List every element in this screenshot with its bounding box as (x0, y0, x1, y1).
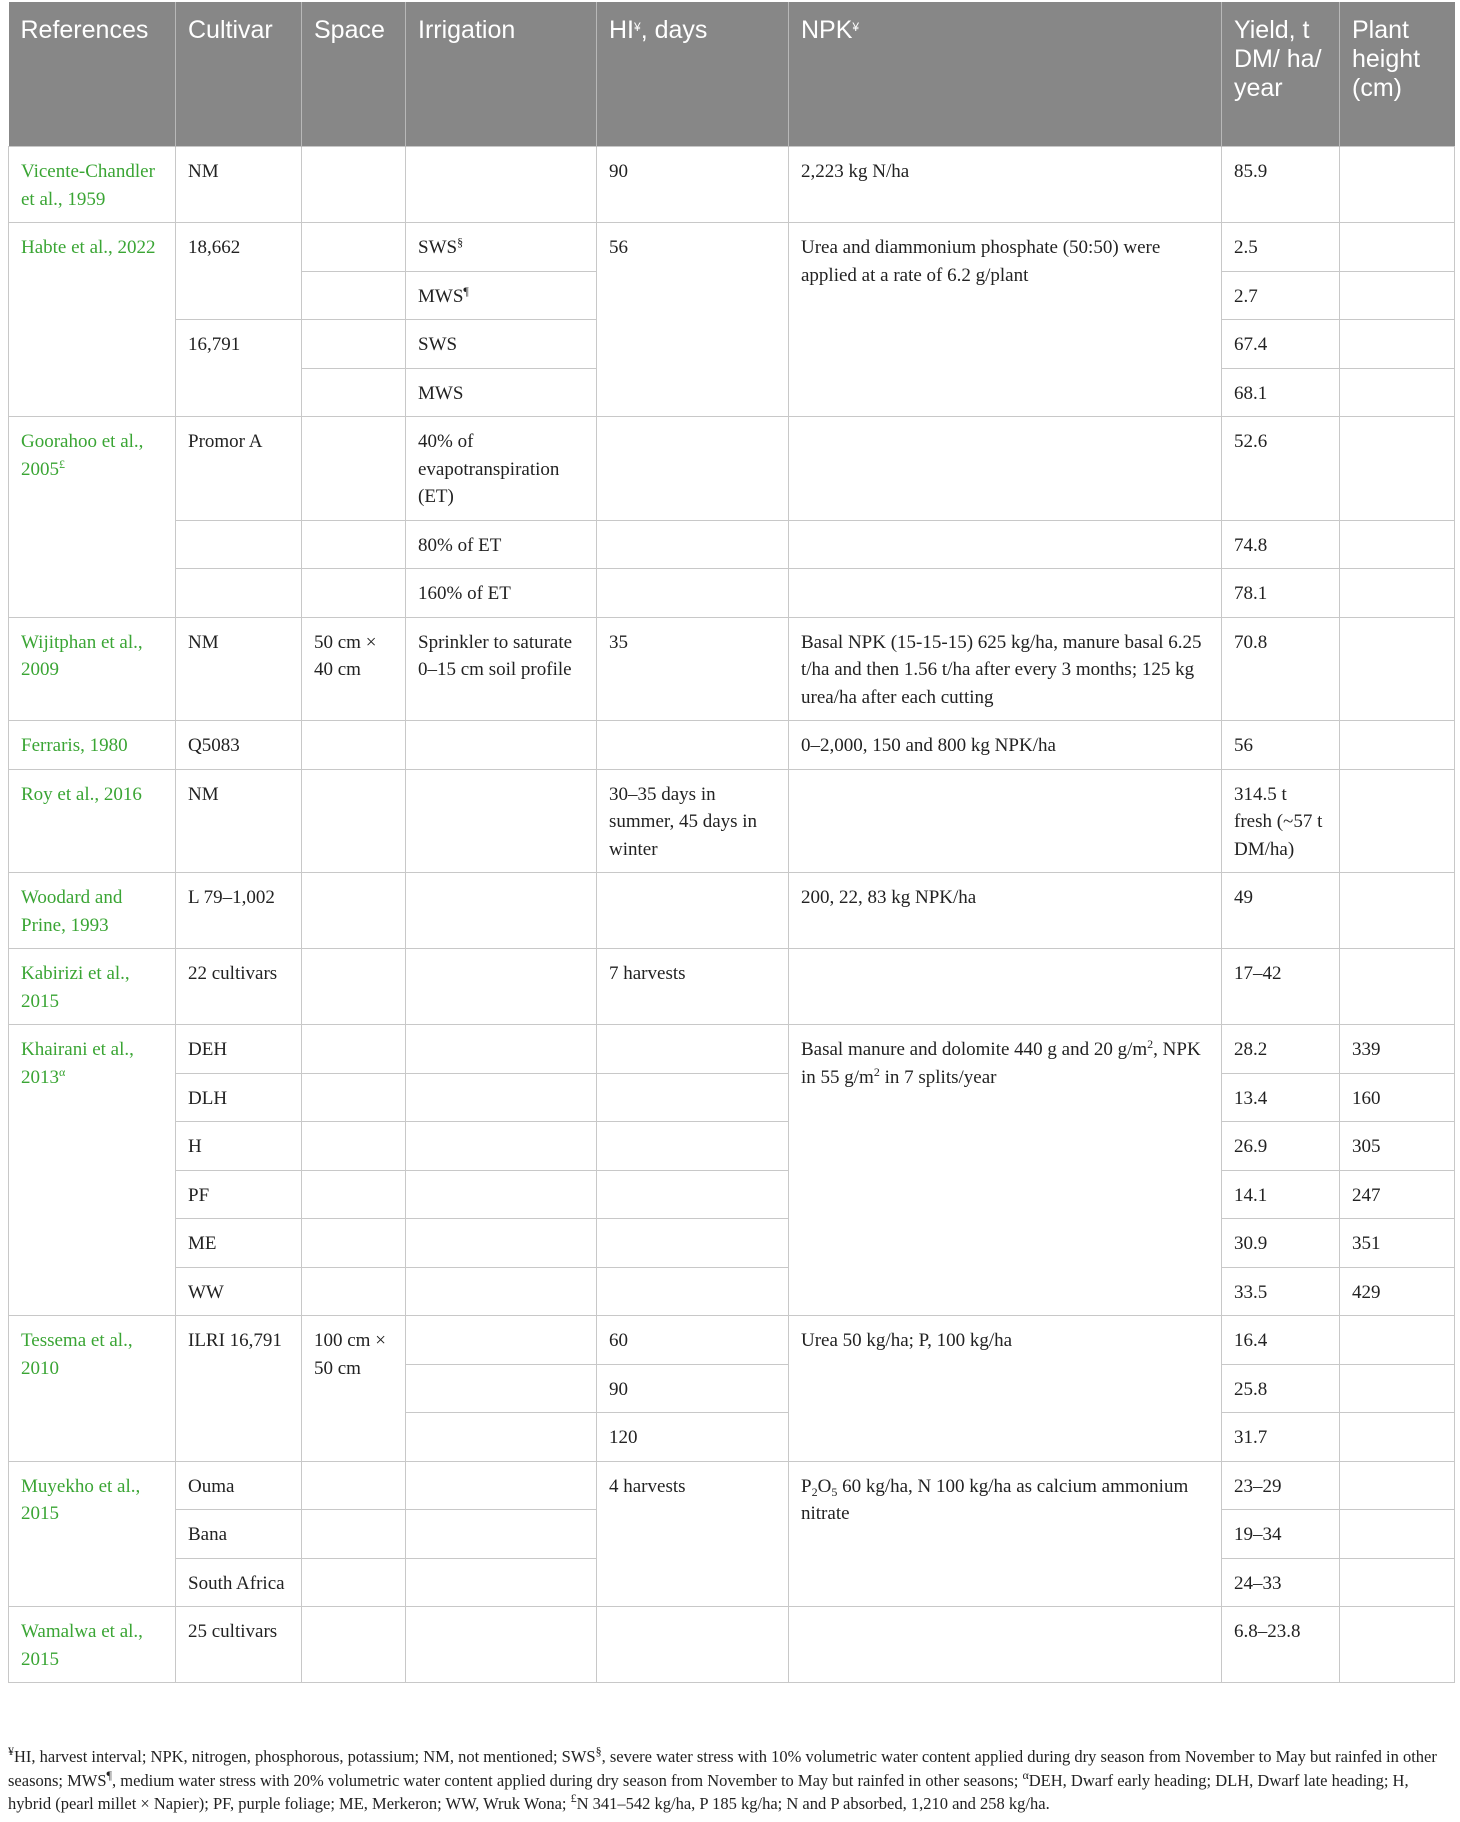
space-cell (302, 1025, 406, 1074)
table-row (9, 617, 1455, 721)
npk-superscript: 2 (1147, 1037, 1154, 1051)
table-row (9, 147, 1455, 223)
height-cell (1340, 873, 1455, 949)
height-cell (1340, 949, 1455, 1025)
height-cell (1340, 1510, 1455, 1559)
header-npk-label: NPK (801, 16, 853, 44)
irrigation-cell (406, 721, 597, 770)
hi-cell: 90 (597, 147, 789, 223)
reference-link[interactable]: Wijitphan et al., 2009 (9, 617, 176, 721)
yield-cell: 28.2 (1222, 1025, 1340, 1074)
cultivar-cell: L 79–1,002 (176, 873, 302, 949)
reference-link[interactable]: Roy et al., 2016 (9, 769, 176, 873)
header-cultivar: Cultivar (176, 2, 302, 147)
space-cell: 100 cm × 50 cm (302, 1316, 406, 1462)
irrigation-cell: 160% of ET (406, 569, 597, 618)
space-cell (302, 1073, 406, 1122)
hi-cell: 4 harvests (597, 1461, 789, 1607)
cultivar-cell: 16,791 (176, 320, 302, 417)
data-table (8, 2, 1455, 1683)
hi-cell (597, 1219, 789, 1268)
header-hi-sup: ¥ (634, 20, 641, 34)
hi-cell (597, 1170, 789, 1219)
yield-cell: 33.5 (1222, 1267, 1340, 1316)
space-cell (302, 147, 406, 223)
hi-cell (597, 1607, 789, 1683)
hi-cell (597, 1073, 789, 1122)
irrigation-cell (406, 949, 597, 1025)
cultivar-cell: H (176, 1122, 302, 1171)
yield-cell: 17–42 (1222, 949, 1340, 1025)
yield-cell: 52.6 (1222, 417, 1340, 521)
reference-link[interactable]: Habte et al., 2022 (9, 223, 176, 417)
yield-cell: 25.8 (1222, 1364, 1340, 1413)
height-cell: 247 (1340, 1170, 1455, 1219)
table-row (9, 1219, 1455, 1268)
footnote-symbol: ¥ (8, 1744, 14, 1758)
footnote-marker: § (457, 235, 464, 249)
irrigation-cell (406, 1170, 597, 1219)
reference-link[interactable]: Woodard and Prine, 1993 (9, 873, 176, 949)
space-cell (302, 1558, 406, 1607)
yield-cell: 31.7 (1222, 1413, 1340, 1462)
footnote-text: N 341–542 kg/ha, P 185 kg/ha; N and P absorbed, 1,210 and 258 kg/ha. (576, 1794, 1050, 1813)
space-cell (302, 223, 406, 272)
cultivar-cell: Bana (176, 1510, 302, 1559)
npk-text: 60 kg/ha, N 100 kg/ha as calcium ammonium nitrate (801, 1475, 1189, 1524)
table-row (9, 1122, 1455, 1171)
header-npk-sup: ¥ (852, 20, 860, 34)
npk-text: O (817, 1475, 832, 1497)
table-row (9, 417, 1455, 521)
hi-cell: 90 (597, 1364, 789, 1413)
yield-cell: 85.9 (1222, 147, 1340, 223)
reference-link[interactable]: Tessema et al., 2010 (9, 1316, 176, 1462)
height-cell (1340, 617, 1455, 721)
height-cell: 305 (1340, 1122, 1455, 1171)
irrigation-cell: MWS (406, 368, 597, 417)
header-space: Space (302, 2, 406, 147)
space-cell (302, 1170, 406, 1219)
cultivar-cell: NM (176, 769, 302, 873)
hi-cell (597, 520, 789, 569)
height-cell (1340, 1558, 1455, 1607)
height-cell (1340, 1607, 1455, 1683)
cultivar-cell: Ouma (176, 1461, 302, 1510)
npk-cell (789, 949, 1222, 1025)
hi-cell (597, 1267, 789, 1316)
hi-cell: 120 (597, 1413, 789, 1462)
npk-text: P (801, 1475, 812, 1497)
table-row (9, 1316, 1455, 1365)
height-cell: 351 (1340, 1219, 1455, 1268)
height-cell (1340, 1461, 1455, 1510)
space-cell (302, 1219, 406, 1268)
header-row (9, 2, 1455, 147)
yield-cell: 6.8–23.8 (1222, 1607, 1340, 1683)
hi-cell (597, 721, 789, 770)
hi-cell (597, 1122, 789, 1171)
cultivar-cell: PF (176, 1170, 302, 1219)
table-row (9, 721, 1455, 770)
npk-cell: Urea and diammonium phosphate (50:50) were applied at a rate of 6.2 g/plant (789, 223, 1222, 417)
footnote-symbol: £ (570, 1791, 577, 1805)
npk-cell (789, 520, 1222, 569)
table-row (9, 769, 1455, 873)
npk-subscript: 2 (811, 1484, 818, 1499)
footnote-text: , medium water stress with 20% volumetric water content applied during dry season from November to May but rainfed in other seasons; (111, 1770, 1023, 1790)
space-cell: 50 cm × 40 cm (302, 617, 406, 721)
footnote-text: , severe water stress with 10% volumetric water content applied during dry season from November to May but rainfed in other seasons; MWS (8, 1747, 1437, 1790)
footnote-text: DEH, Dwarf early heading; DLH, Dwarf late heading; H, hybrid (pearl millet × Napier); PF, purple foliage; ME, Merkeron; WW, Wruk Wona; (8, 1770, 1409, 1813)
yield-cell: 74.8 (1222, 520, 1340, 569)
height-cell (1340, 1364, 1455, 1413)
table-row (9, 1267, 1455, 1316)
npk-cell (789, 569, 1222, 618)
irrigation-cell (406, 1510, 597, 1559)
irrigation-cell: SWS (406, 320, 597, 369)
hi-cell: 7 harvests (597, 949, 789, 1025)
yield-cell: 2.5 (1222, 223, 1340, 272)
irrigation-cell (406, 1461, 597, 1510)
cultivar-cell: DEH (176, 1025, 302, 1074)
reference-text: Goorahoo et al., 2005 (21, 431, 144, 480)
hi-cell (597, 873, 789, 949)
yield-cell: 16.4 (1222, 1316, 1340, 1365)
height-cell: 339 (1340, 1025, 1455, 1074)
hi-cell (597, 569, 789, 618)
irrigation-cell: Sprinkler to saturate 0–15 cm soil profile (406, 617, 597, 721)
table-footnote (8, 1745, 1454, 1816)
hi-cell (597, 417, 789, 521)
irrigation-cell (406, 1558, 597, 1607)
height-cell (1340, 1316, 1455, 1365)
irrigation-cell (406, 1413, 597, 1462)
yield-cell: 23–29 (1222, 1461, 1340, 1510)
irrigation-cell (406, 1364, 597, 1413)
header-references: References (9, 2, 176, 147)
npk-cell: 2,223 kg N/ha (789, 147, 1222, 223)
cultivar-cell: 25 cultivars (176, 1607, 302, 1683)
reference-link[interactable]: Ferraris, 1980 (9, 721, 176, 770)
height-cell (1340, 271, 1455, 320)
hi-cell: 60 (597, 1316, 789, 1365)
irrigation-cell (406, 1073, 597, 1122)
yield-cell: 24–33 (1222, 1558, 1340, 1607)
footnote-symbol: ¶ (106, 1767, 112, 1782)
yield-cell: 67.4 (1222, 320, 1340, 369)
space-cell (302, 1510, 406, 1559)
cultivar-cell: 22 cultivars (176, 949, 302, 1025)
npk-cell: Urea 50 kg/ha; P, 100 kg/ha (789, 1316, 1222, 1462)
yield-cell: 56 (1222, 721, 1340, 770)
irrigation-cell: 40% of evapotranspiration (ET) (406, 417, 597, 521)
yield-cell: 49 (1222, 873, 1340, 949)
table-row (9, 223, 1455, 272)
npk-cell (789, 417, 1222, 521)
yield-cell: 68.1 (1222, 368, 1340, 417)
yield-cell: 2.7 (1222, 271, 1340, 320)
space-cell (302, 520, 406, 569)
height-cell (1340, 769, 1455, 873)
npk-cell (789, 1461, 1222, 1607)
reference-link[interactable]: Muyekho et al., 2015 (9, 1461, 176, 1607)
space-cell (302, 1267, 406, 1316)
cultivar-cell: 18,662 (176, 223, 302, 320)
irrigation-cell: 80% of ET (406, 520, 597, 569)
space-cell (302, 271, 406, 320)
height-cell (1340, 320, 1455, 369)
space-cell (302, 1461, 406, 1510)
table-row (9, 1607, 1455, 1683)
footnote-marker: ¶ (463, 283, 469, 298)
irrigation-cell (406, 1316, 597, 1365)
header-hi-rest: , days (640, 16, 708, 44)
hi-cell (597, 1025, 789, 1074)
irrigation-cell (406, 147, 597, 223)
npk-text: in 7 splits/year (879, 1066, 997, 1088)
reference-link[interactable] (9, 1025, 176, 1316)
space-cell (302, 769, 406, 873)
yield-cell: 70.8 (1222, 617, 1340, 721)
height-cell (1340, 520, 1455, 569)
hi-cell: 56 (597, 223, 789, 417)
space-cell (302, 873, 406, 949)
yield-cell: 13.4 (1222, 1073, 1340, 1122)
height-cell (1340, 368, 1455, 417)
reference-link[interactable] (9, 417, 176, 618)
reference-link[interactable]: Vicente-Chandler et al., 1959 (9, 147, 176, 223)
table-row (9, 873, 1455, 949)
height-cell (1340, 147, 1455, 223)
cultivar-cell: NM (176, 617, 302, 721)
header-plant-height: Plant height (cm) (1340, 2, 1455, 147)
space-cell (302, 368, 406, 417)
header-hi (597, 2, 789, 147)
cultivar-cell: ME (176, 1219, 302, 1268)
yield-cell: 30.9 (1222, 1219, 1340, 1268)
cultivar-cell (176, 569, 302, 618)
npk-cell (789, 1607, 1222, 1683)
npk-superscript: 2 (873, 1064, 880, 1079)
npk-cell (789, 1025, 1222, 1316)
cultivar-cell: South Africa (176, 1558, 302, 1607)
irrigation-cell (406, 1025, 597, 1074)
yield-cell: 19–34 (1222, 1510, 1340, 1559)
space-cell (302, 721, 406, 770)
header-irrigation: Irrigation (406, 2, 597, 147)
cultivar-cell: ILRI 16,791 (176, 1316, 302, 1462)
npk-text: , NPK in 55 g/m (801, 1039, 1201, 1088)
height-cell (1340, 721, 1455, 770)
table-row (9, 1461, 1455, 1510)
irrigation-cell (406, 769, 597, 873)
yield-cell: 314.5 t fresh (~57 t DM/ha) (1222, 769, 1340, 873)
height-cell: 429 (1340, 1267, 1455, 1316)
irrigation-label: SWS (418, 237, 458, 258)
npk-cell: 0–2,000, 150 and 800 kg NPK/ha (789, 721, 1222, 770)
footnote-text: HI, harvest interval; NPK, nitrogen, phosphorous, potassium; NM, not mentioned; SWS (14, 1747, 596, 1766)
space-cell (302, 1607, 406, 1683)
height-cell (1340, 569, 1455, 618)
table-container (8, 2, 1454, 1683)
footnote-marker: £ (59, 456, 65, 471)
reference-link[interactable]: Kabirizi et al., 2015 (9, 949, 176, 1025)
yield-cell: 78.1 (1222, 569, 1340, 618)
table-row (9, 949, 1455, 1025)
table-row (9, 569, 1455, 618)
irrigation-cell (406, 873, 597, 949)
cultivar-cell (176, 520, 302, 569)
yield-cell: 26.9 (1222, 1122, 1340, 1171)
footnote-symbol: α (1022, 1767, 1029, 1782)
height-cell (1340, 223, 1455, 272)
cultivar-cell: Promor A (176, 417, 302, 521)
reference-link[interactable]: Wamalwa et al., 2015 (9, 1607, 176, 1683)
hi-cell: 30–35 days in summer, 45 days in winter (597, 769, 789, 873)
npk-cell: Basal NPK (15-15-15) 625 kg/ha, manure basal 6.25 t/ha and then 1.56 t/ha after every 3 months; 125 kg urea/ha after each cutting (789, 617, 1222, 721)
cultivar-cell: NM (176, 147, 302, 223)
height-cell (1340, 1413, 1455, 1462)
header-yield: Yield, t DM/ ha/ year (1222, 2, 1340, 147)
table-row (9, 1170, 1455, 1219)
space-cell (302, 569, 406, 618)
space-cell (302, 320, 406, 369)
npk-cell: 200, 22, 83 kg NPK/ha (789, 873, 1222, 949)
irrigation-label: MWS (418, 285, 464, 307)
height-cell (1340, 417, 1455, 521)
height-cell: 160 (1340, 1073, 1455, 1122)
irrigation-cell (406, 1267, 597, 1316)
irrigation-cell (406, 223, 597, 272)
irrigation-cell (406, 1122, 597, 1171)
space-cell (302, 1122, 406, 1171)
header-hi-label: HI (609, 16, 634, 44)
space-cell (302, 417, 406, 521)
yield-cell: 14.1 (1222, 1170, 1340, 1219)
irrigation-cell (406, 1219, 597, 1268)
table-row (9, 1025, 1455, 1074)
irrigation-cell (406, 271, 597, 320)
npk-cell (789, 769, 1222, 873)
cultivar-cell: Q5083 (176, 721, 302, 770)
hi-cell: 35 (597, 617, 789, 721)
table-row (9, 1073, 1455, 1122)
cultivar-cell: WW (176, 1267, 302, 1316)
header-npk (789, 2, 1222, 147)
npk-text: Basal manure and dolomite 440 g and 20 g/m (801, 1039, 1148, 1060)
cultivar-cell: DLH (176, 1073, 302, 1122)
irrigation-cell (406, 1607, 597, 1683)
npk-subscript: 5 (831, 1484, 838, 1499)
footnote-symbol: § (595, 1744, 602, 1758)
footnote-marker: α (59, 1064, 66, 1079)
table-row (9, 520, 1455, 569)
reference-text: Khairani et al., 2013 (21, 1039, 134, 1088)
space-cell (302, 949, 406, 1025)
